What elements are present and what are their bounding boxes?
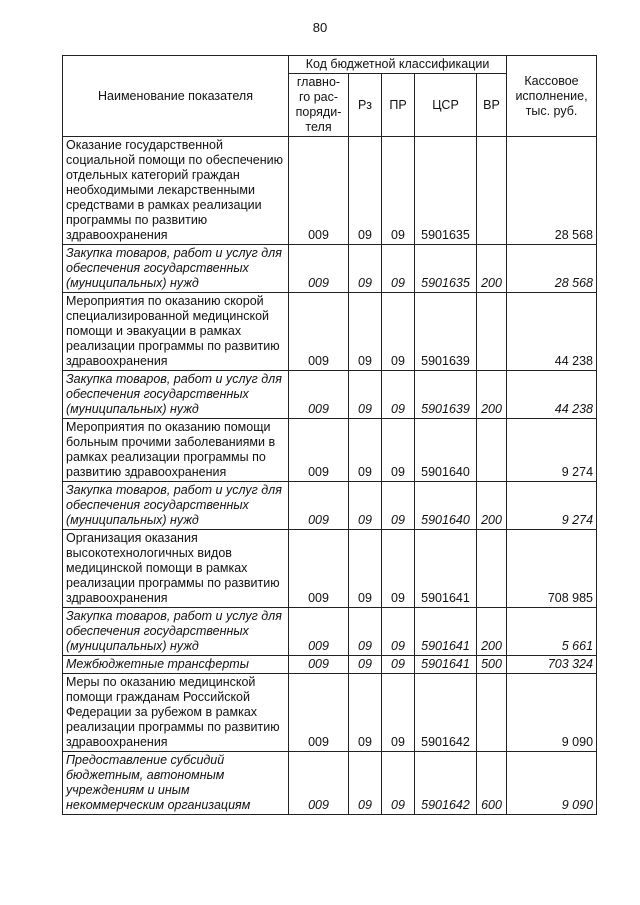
main-administrator-code-cell: 009 (289, 371, 349, 419)
main-administrator-code-cell: 009 (289, 293, 349, 371)
main-administrator-code-cell: 009 (289, 419, 349, 482)
page-number: 80 (312, 20, 328, 35)
pr-code-cell: 09 (382, 137, 415, 245)
cash-execution-cell: 44 238 (507, 293, 597, 371)
vr-code-cell (477, 293, 507, 371)
csr-code-cell: 5901635 (415, 137, 477, 245)
vr-code-cell (477, 530, 507, 608)
rz-code-cell: 09 (349, 530, 382, 608)
header-cash-execution: Кассовое исполнение, тыс. руб. (507, 56, 597, 137)
pr-code-cell: 09 (382, 608, 415, 656)
vr-code-cell: 200 (477, 608, 507, 656)
table-row-subitem (63, 482, 597, 530)
budget-table (62, 55, 597, 815)
table-row-subitem (63, 371, 597, 419)
rz-code-cell: 09 (349, 656, 382, 674)
cash-execution-cell: 28 568 (507, 245, 597, 293)
pr-code-cell: 09 (382, 419, 415, 482)
vr-code-cell: 200 (477, 482, 507, 530)
main-administrator-code-cell: 009 (289, 530, 349, 608)
table-row (63, 530, 597, 608)
indicator-name-cell: Оказание государственной социальной помощи по обеспечению отдельных категорий граждан необходимыми лекарственными средствами в рамках реализации программы по развитию здравоохранения (63, 137, 289, 245)
cash-execution-cell: 9 274 (507, 482, 597, 530)
main-administrator-code-cell: 009 (289, 482, 349, 530)
csr-code-cell: 5901639 (415, 293, 477, 371)
cash-execution-cell: 9 090 (507, 752, 597, 815)
pr-code-cell: 09 (382, 371, 415, 419)
csr-code-cell: 5901641 (415, 530, 477, 608)
csr-code-cell: 5901641 (415, 608, 477, 656)
table-row (63, 293, 597, 371)
main-administrator-code-cell: 009 (289, 245, 349, 293)
rz-code-cell: 09 (349, 419, 382, 482)
table-body (63, 137, 597, 815)
csr-code-cell: 5901642 (415, 674, 477, 752)
indicator-name-cell: Предоставление субсидий бюджетным, автономным учреждениям и иным некоммерческим организациям (63, 752, 289, 815)
rz-code-cell: 09 (349, 293, 382, 371)
pr-code-cell: 09 (382, 482, 415, 530)
vr-code-cell: 200 (477, 371, 507, 419)
vr-code-cell (477, 137, 507, 245)
indicator-name-cell: Мероприятия по оказанию помощи больным прочими заболеваниями в рамках реализации программы по развитию здравоохранения (63, 419, 289, 482)
vr-code-cell (477, 674, 507, 752)
rz-code-cell: 09 (349, 137, 382, 245)
pr-code-cell: 09 (382, 674, 415, 752)
indicator-name-cell: Закупка товаров, работ и услуг для обеспечения государственных (муниципальных) нужд (63, 608, 289, 656)
pr-code-cell: 09 (382, 293, 415, 371)
rz-code-cell: 09 (349, 608, 382, 656)
table-row-subitem (63, 608, 597, 656)
rz-code-cell: 09 (349, 752, 382, 815)
cash-execution-cell: 44 238 (507, 371, 597, 419)
vr-code-cell: 500 (477, 656, 507, 674)
rz-code-cell: 09 (349, 674, 382, 752)
table-row-subitem (63, 752, 597, 815)
pr-code-cell: 09 (382, 530, 415, 608)
pr-code-cell: 09 (382, 752, 415, 815)
rz-code-cell: 09 (349, 482, 382, 530)
rz-code-cell: 09 (349, 371, 382, 419)
table-row-subitem (63, 245, 597, 293)
indicator-name-cell: Межбюджетные трансферты (63, 656, 289, 674)
cash-execution-cell: 9 274 (507, 419, 597, 482)
table-row (63, 419, 597, 482)
header-pr: ПР (382, 74, 415, 137)
cash-execution-cell: 9 090 (507, 674, 597, 752)
header-main-administrator: главно-го рас-поряди-теля (289, 74, 349, 137)
csr-code-cell: 5901639 (415, 371, 477, 419)
cash-execution-cell: 703 324 (507, 656, 597, 674)
indicator-name-cell: Закупка товаров, работ и услуг для обеспечения государственных (муниципальных) нужд (63, 482, 289, 530)
indicator-name-cell: Закупка товаров, работ и услуг для обеспечения государственных (муниципальных) нужд (63, 371, 289, 419)
pr-code-cell: 09 (382, 245, 415, 293)
csr-code-cell: 5901642 (415, 752, 477, 815)
header-indicator-name: Наименование показателя (63, 56, 289, 137)
main-administrator-code-cell: 009 (289, 674, 349, 752)
vr-code-cell: 200 (477, 245, 507, 293)
cash-execution-cell: 28 568 (507, 137, 597, 245)
vr-code-cell: 600 (477, 752, 507, 815)
table-row-subitem (63, 656, 597, 674)
indicator-name-cell: Мероприятия по оказанию скорой специализированной медицинской помощи и эвакуации в рамках реализации программы по развитию здравоохранения (63, 293, 289, 371)
indicator-name-cell: Закупка товаров, работ и услуг для обеспечения государственных (муниципальных) нужд (63, 245, 289, 293)
pr-code-cell: 09 (382, 656, 415, 674)
csr-code-cell: 5901635 (415, 245, 477, 293)
header-csr: ЦСР (415, 74, 477, 137)
main-administrator-code-cell: 009 (289, 752, 349, 815)
cash-execution-cell: 708 985 (507, 530, 597, 608)
main-administrator-code-cell: 009 (289, 608, 349, 656)
csr-code-cell: 5901641 (415, 656, 477, 674)
csr-code-cell: 5901640 (415, 482, 477, 530)
vr-code-cell (477, 419, 507, 482)
table-row (63, 674, 597, 752)
rz-code-cell: 09 (349, 245, 382, 293)
main-administrator-code-cell: 009 (289, 137, 349, 245)
table-row (63, 137, 597, 245)
main-administrator-code-cell: 009 (289, 656, 349, 674)
csr-code-cell: 5901640 (415, 419, 477, 482)
indicator-name-cell: Организация оказания высокотехнологичных видов медицинской помощи в рамках реализации программы по развитию здравоохранения (63, 530, 289, 608)
indicator-name-cell: Меры по оказанию медицинской помощи гражданам Российской Федерации за рубежом в рамках реализации программы по развитию здравоохранения (63, 674, 289, 752)
header-budget-classification: Код бюджетной классификации (289, 56, 507, 74)
header-vr: ВР (477, 74, 507, 137)
cash-execution-cell: 5 661 (507, 608, 597, 656)
header-rz: Рз (349, 74, 382, 137)
